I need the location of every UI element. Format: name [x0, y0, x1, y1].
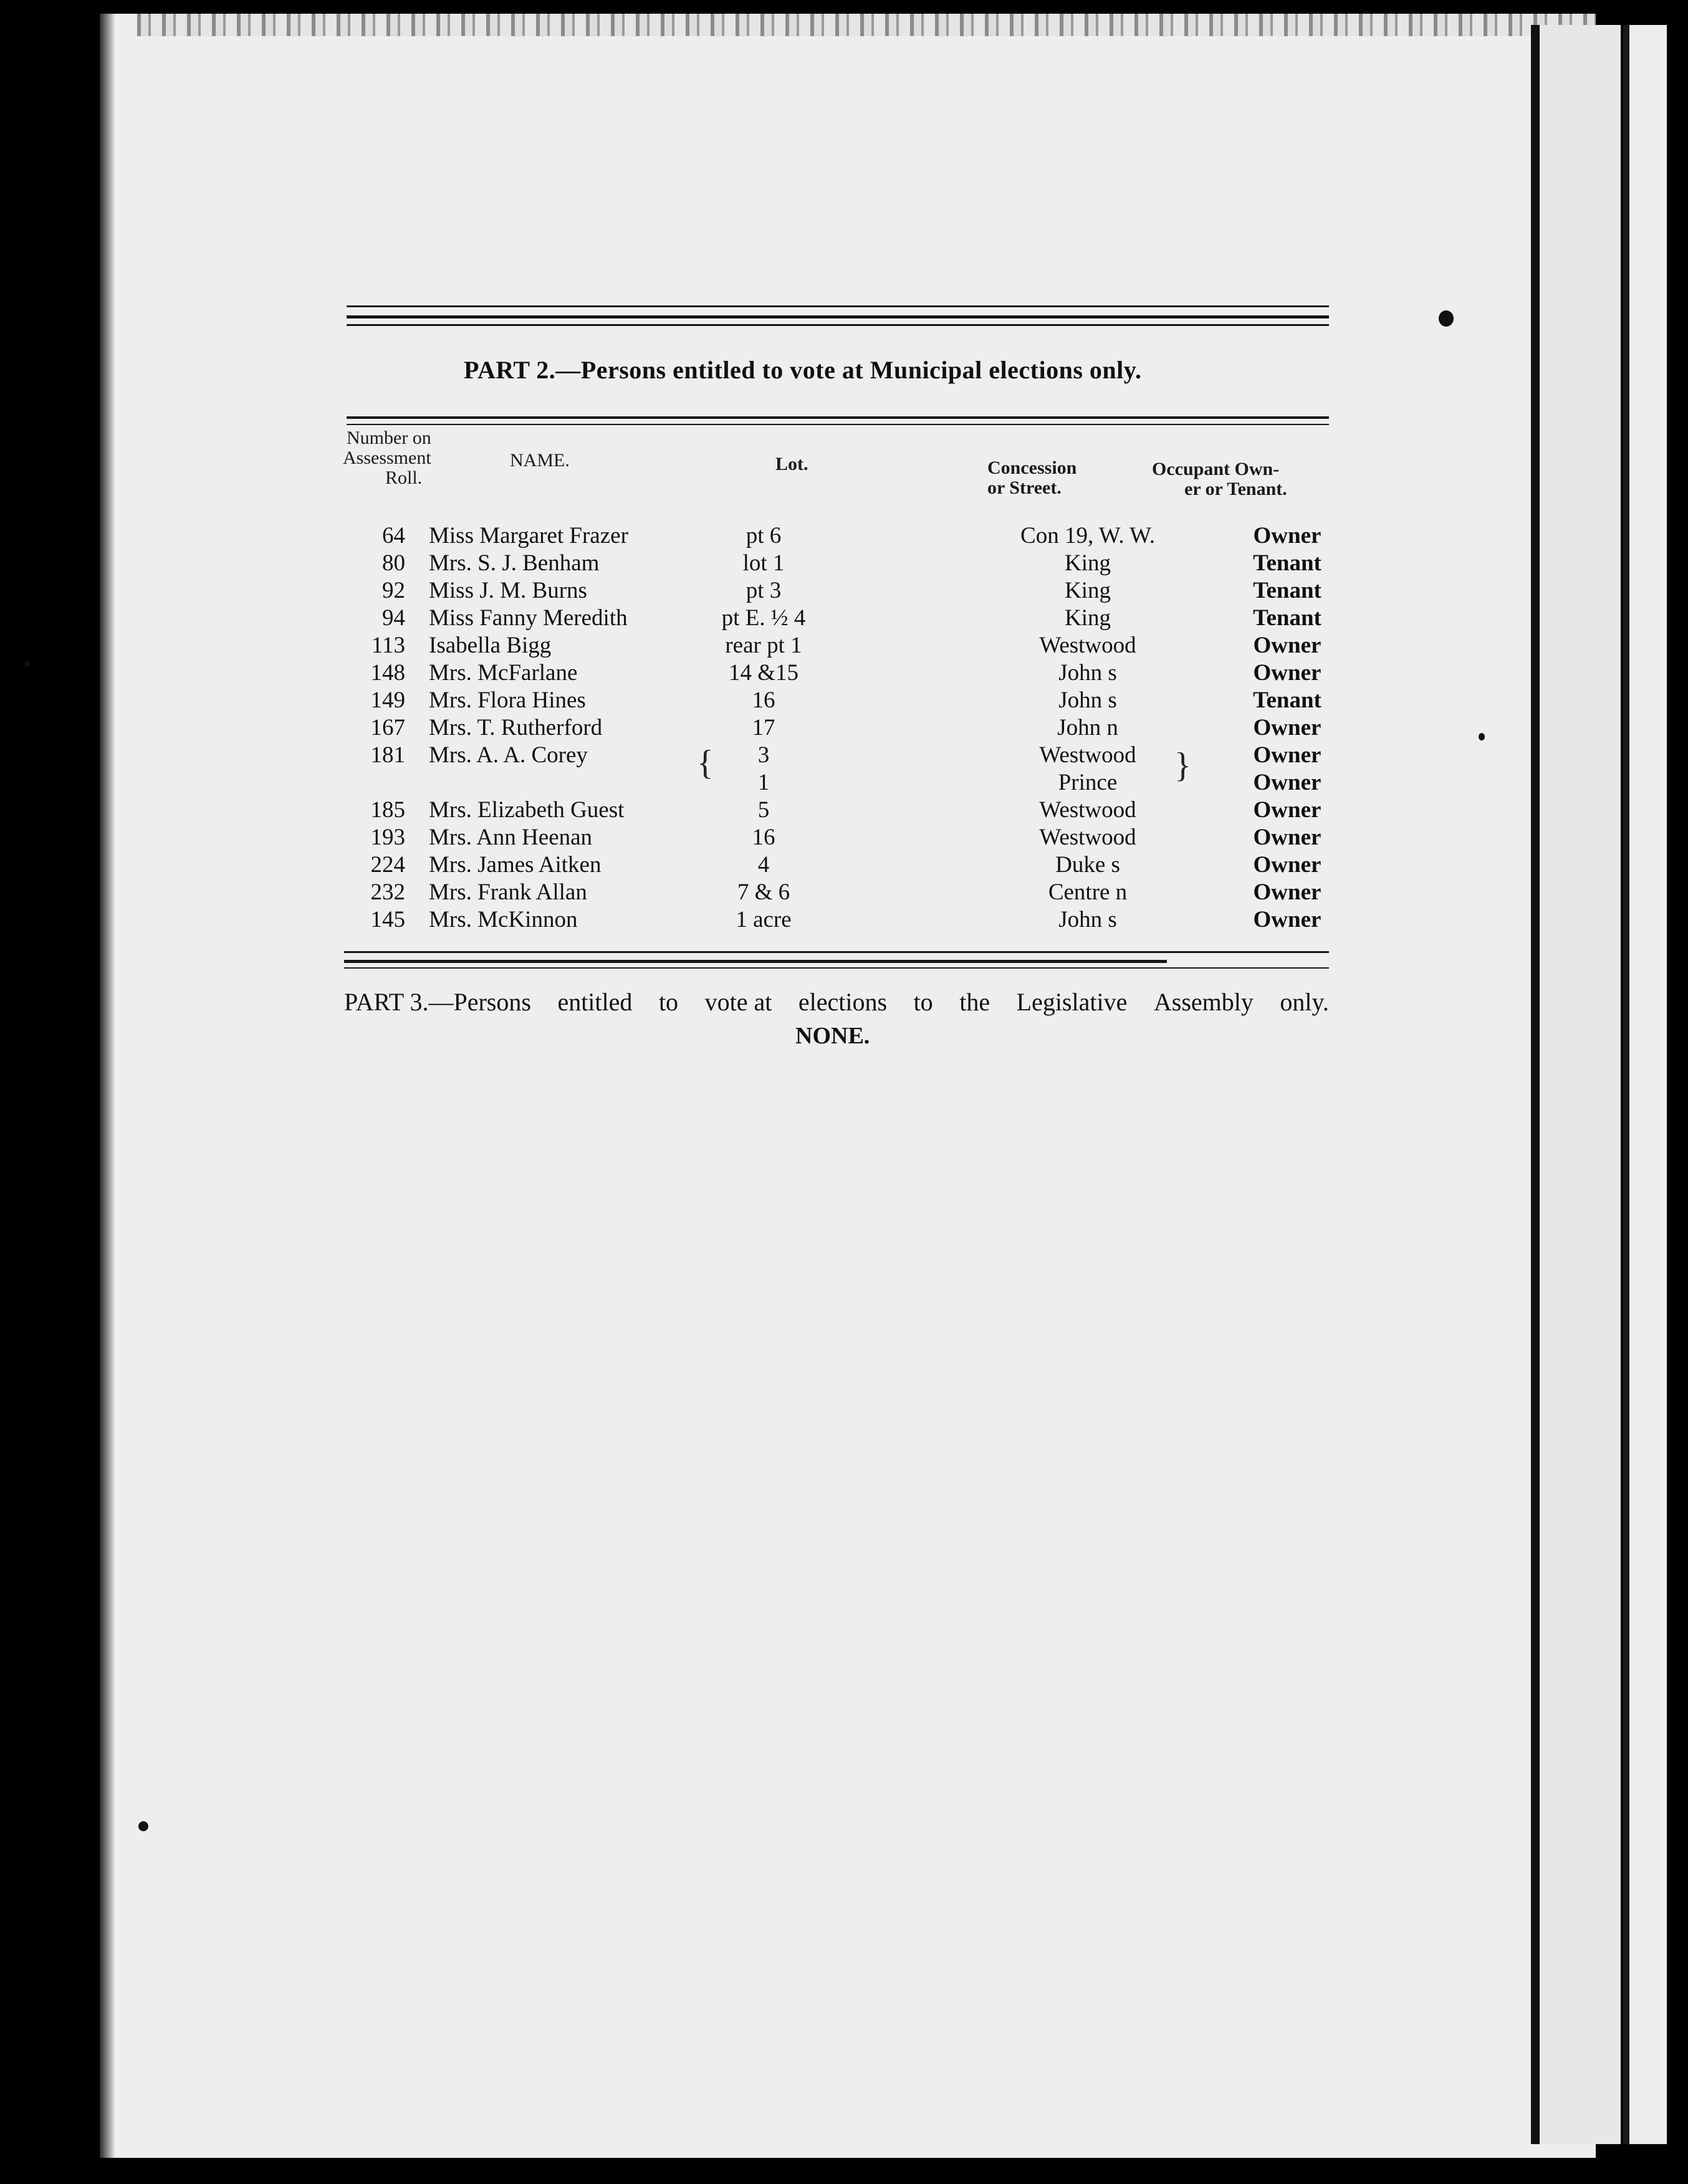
table-row: [0, 906, 1688, 934]
roll-number: 148: [370, 660, 405, 686]
table-row: [0, 522, 1688, 550]
part3-word: elections: [798, 988, 888, 1016]
occupancy: Owner: [1253, 660, 1321, 686]
header-number-line1: Number on: [347, 428, 431, 448]
top-rule: [347, 315, 1329, 318]
concession: John s: [1058, 660, 1117, 686]
voter-name: Miss Margaret Frazer: [429, 523, 628, 548]
roll-number: 193: [370, 825, 405, 850]
occupancy: Owner: [1253, 879, 1321, 905]
occupancy: Tenant: [1253, 605, 1321, 631]
occupancy: Owner: [1253, 770, 1321, 795]
roll-number: 232: [370, 879, 405, 905]
voter-name: Mrs. McKinnon: [429, 907, 578, 932]
lot: pt 6: [746, 523, 782, 548]
header-lot: Lot.: [775, 454, 808, 474]
occupancy: Owner: [1253, 715, 1321, 740]
concession: Con 19, W. W.: [1020, 523, 1155, 548]
lot: 3: [757, 742, 770, 768]
lot: 14 &15: [728, 660, 799, 686]
concession: King: [1065, 605, 1111, 631]
occupancy: Owner: [1253, 825, 1321, 850]
lot: 7 & 6: [737, 879, 790, 905]
occupancy: Owner: [1253, 797, 1321, 823]
part3-word: to: [913, 988, 933, 1016]
top-rule: [347, 305, 1329, 307]
voter-name: Mrs. Flora Hines: [429, 687, 586, 713]
voter-name: Isabella Bigg: [429, 633, 552, 658]
lot: pt E. ½ 4: [721, 605, 806, 631]
part3-word: the: [959, 988, 990, 1016]
roll-number: 167: [370, 715, 405, 740]
scan-left-edge: [100, 14, 115, 2158]
occupancy: Tenant: [1253, 687, 1321, 713]
part3-title: [344, 987, 1329, 1017]
scan-top-edge: [137, 14, 1596, 36]
occupancy: Tenant: [1253, 550, 1321, 576]
ink-spot: [138, 1821, 148, 1831]
table-row: [0, 797, 1688, 824]
part3-word: only.: [1280, 988, 1329, 1016]
concession-brace: }: [1174, 746, 1191, 785]
header-rule: [347, 416, 1329, 419]
table-row: [0, 605, 1688, 632]
voter-name: Mrs. McFarlane: [429, 660, 578, 686]
concession: John s: [1058, 687, 1117, 713]
table-row: [0, 824, 1688, 851]
lot: lot 1: [742, 550, 785, 576]
roll-number: 181: [370, 742, 405, 768]
roll-number: 149: [370, 687, 405, 713]
ink-spot: [1439, 310, 1454, 327]
roll-number: 145: [370, 907, 405, 932]
voter-name: Miss Fanny Meredith: [429, 605, 628, 631]
occupancy: Owner: [1253, 742, 1321, 768]
bottom-rule: [344, 967, 1329, 969]
occupancy: Owner: [1253, 523, 1321, 548]
concession: King: [1065, 578, 1111, 603]
table-row: [0, 687, 1688, 714]
table-row: [0, 879, 1688, 906]
roll-number: 224: [370, 852, 405, 878]
concession: John n: [1057, 715, 1118, 740]
part3-none: NONE.: [795, 1023, 870, 1049]
voter-name: Mrs. Frank Allan: [429, 879, 587, 905]
part3-word: Assembly: [1153, 988, 1254, 1016]
adjacent-page-strip: [1531, 25, 1621, 2144]
voter-name: Mrs. Elizabeth Guest: [429, 797, 625, 823]
concession: Westwood: [1039, 633, 1136, 658]
header-name: NAME.: [510, 450, 570, 471]
part3-word: PART 3.—Persons: [344, 988, 531, 1016]
roll-number: 185: [370, 797, 405, 823]
roll-number: 92: [382, 578, 405, 603]
adjacent-page-edge: [1623, 25, 1667, 2144]
lot: 1: [757, 770, 770, 795]
part3-word: Legislative: [1016, 988, 1128, 1016]
table-row: [0, 769, 1688, 797]
occupancy: Tenant: [1253, 578, 1321, 603]
header-number-line2: Assessment: [343, 448, 431, 468]
header-concession-line2: or Street.: [987, 477, 1062, 498]
occupancy: Owner: [1253, 852, 1321, 878]
voter-name: Mrs. James Aitken: [429, 852, 602, 878]
top-rule: [347, 324, 1329, 326]
roll-number: 113: [371, 633, 405, 658]
roll-number: 80: [382, 550, 405, 576]
lot: 17: [752, 715, 775, 740]
lot: 16: [752, 825, 775, 850]
part3-word: vote at: [704, 988, 772, 1016]
concession: Duke s: [1055, 852, 1120, 878]
lot: 4: [757, 852, 770, 878]
bottom-rule: [344, 951, 1329, 953]
lot-brace: {: [697, 744, 714, 782]
table-row: [0, 714, 1688, 742]
lot: pt 3: [746, 578, 782, 603]
header-rule: [347, 424, 1329, 425]
concession: Prince: [1058, 770, 1118, 795]
concession: King: [1065, 550, 1111, 576]
occupancy: Owner: [1253, 907, 1321, 932]
voter-name: Miss J. M. Burns: [429, 578, 587, 603]
voter-name: Mrs. A. A. Corey: [429, 742, 588, 768]
lot: 16: [752, 687, 775, 713]
table-row: [0, 577, 1688, 605]
voter-name: Mrs. T. Rutherford: [429, 715, 603, 740]
concession: Westwood: [1039, 742, 1136, 768]
table-row: [0, 632, 1688, 659]
concession: Westwood: [1039, 825, 1136, 850]
lot: 1 acre: [736, 907, 792, 932]
part3-word: to: [658, 988, 679, 1016]
table-row: [0, 742, 1688, 769]
part3-word: entitled: [557, 988, 633, 1016]
part2-title: PART 2.—Persons entitled to vote at Municipal elections only.: [464, 356, 1142, 384]
voter-name: Mrs. Ann Heenan: [429, 825, 593, 850]
bottom-rule: [344, 960, 1167, 963]
voter-name: Mrs. S. J. Benham: [429, 550, 600, 576]
concession: Westwood: [1039, 797, 1136, 823]
lot: 5: [757, 797, 770, 823]
roll-number: 64: [382, 523, 405, 548]
header-concession-line1: Concession: [987, 457, 1077, 478]
header-number-line3: Roll.: [385, 467, 423, 488]
header-occupant-line1: Occupant Own-: [1152, 459, 1280, 479]
roll-number: 94: [382, 605, 405, 631]
table-row: [0, 659, 1688, 687]
table-row: [0, 851, 1688, 879]
concession: John s: [1058, 907, 1117, 932]
header-occupant-line2: er or Tenant.: [1184, 479, 1287, 499]
lot: rear pt 1: [725, 633, 802, 658]
occupancy: Owner: [1253, 633, 1321, 658]
concession: Centre n: [1048, 879, 1128, 905]
table-row: [0, 550, 1688, 577]
document-page: [100, 14, 1596, 2158]
